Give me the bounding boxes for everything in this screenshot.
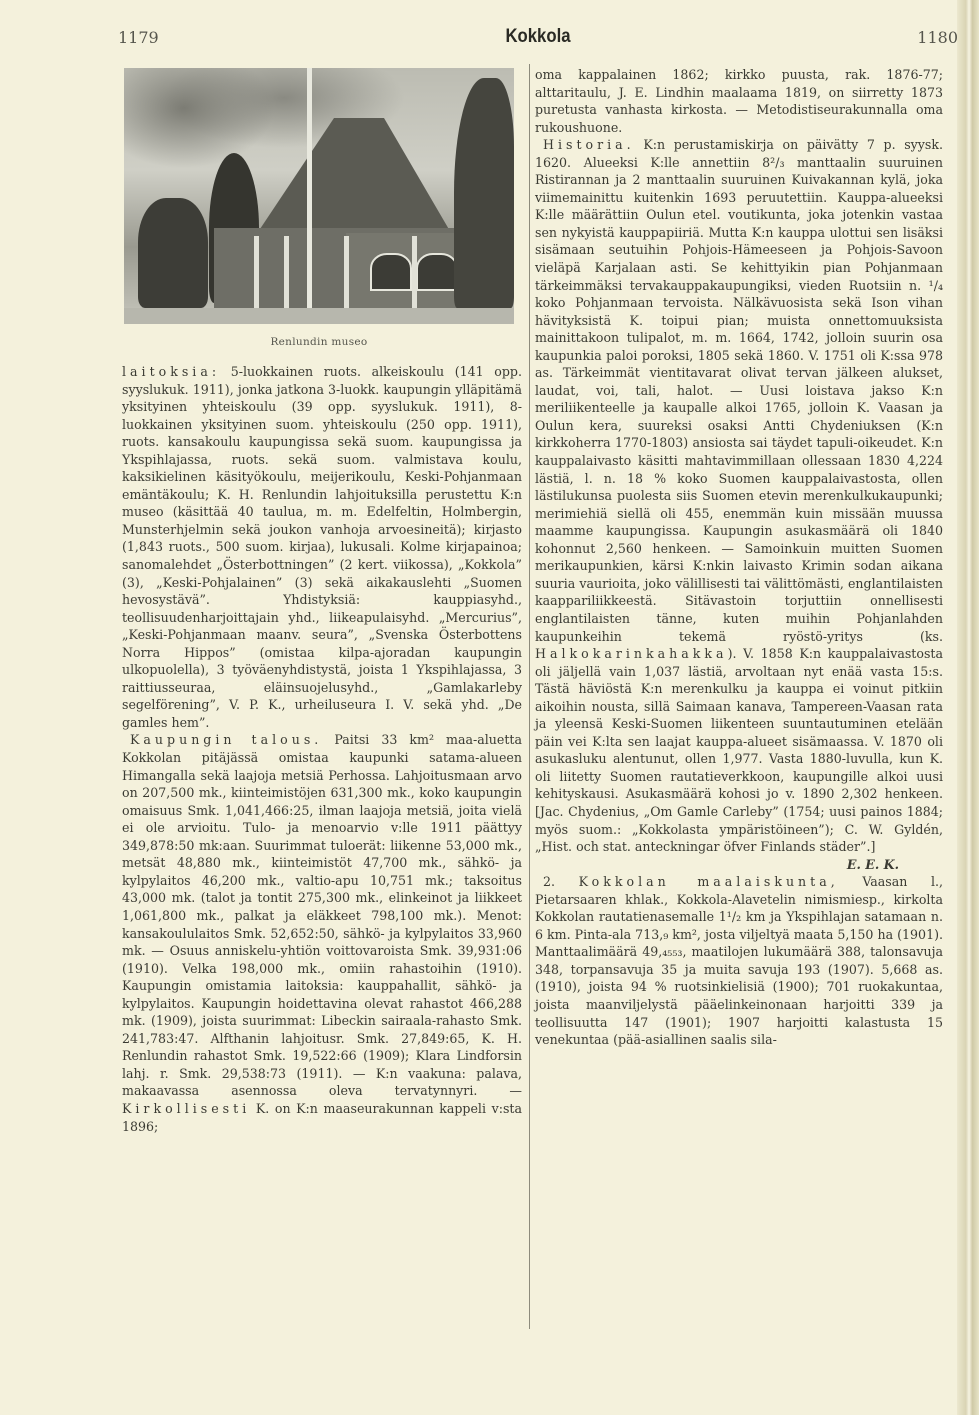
entry-number: 2.	[543, 874, 556, 890]
entry-heading: Kokkolan maalaiskunta,	[578, 874, 839, 890]
arched-window	[370, 253, 412, 291]
museum-photo	[124, 68, 514, 324]
author-signature: E. E. K.	[846, 856, 899, 872]
cross-reference: Halkokarinkahakka	[535, 646, 728, 662]
page-number-left: 1179	[118, 28, 159, 47]
paragraph-body: K:n perustamiskirja on päivätty 7 p. syysk. 1620. Alueeksi K:lle annettiin 8²/₃ manttaalin suuruinen Ristirannan ja 2 manttaalin suuruinen Kuivakannan kylä, joka viimemainittu kuitenkin 1693 peruutettiin. Kauppa-alueeksi K:lle määrättiin Oulun etel. voutikunta, joka jotenkin vastaa sen nykyistä kauppapiiriä. Mutta K:n kauppa ulottui sen lisäksi sisämaan seutuihin Pohjois-Hämeeseen ja Pohjois-Savoon vieläpä Karjalaan asti. Se kehittyikin pian Pohjanmaan tärkeimmäksi tervakauppakaupungiksi, vieden Ruotsiin n. ¹/₄ koko Pohjanmaan tervoista. Nälkävuosista sekä Ison vihan hävityksistä K. toipui pian; muista onnettomuuksista mainittakoon tulipalot, m. m. 1664, 1742, jolloin suurin osa kaupunkia paloi poroksi, 1805 sekä 1860. V. 1751 oli K:ssa 978 as. Tärkeimmät vientitavarat olivat tervan jälkeen alukset, laudat, voi, tali, halot. — Uusi loistava jakso K:n meriliikenteelle ja kaupalle alkoi 1765, jolloin K. Vaasan ja Oulun kera, suureksi osaksi Antti Chydeniuksen (K:n kirkkoherra 1770-1803) ansiosta sai täydet tapuli-oikeudet. K:n kauppalaivasto käsitti mahtavimmillaan ollessaan 1830 4,224 lästiä, l. n. 18 % koko Suomen kauppalaivastosta, ollen lästilukunsa puolesta siis Suomen etevin merenkulkukaupunki; merimiehiä siellä oli 455, enemmän kuin missään muussa maamme kaupungissa. Kaupungin asukasmäärä oli 1840 kohonnut 2,560 henkeen. — Samoinkuin muitten Suomen merikaupunkien, kärsi K:nkin laivasto Krimin sodan aikana suuria vaurioita, joko välillisesti tai välittömästi, englantilaisten kaappariliikkeestä. Sitävastoin torjuttiin onnellisesti englantilaisten tänne, kuten muihin Pohjanlahden kaupunkeihin tekemä ryöstö-yritys (ks.	[535, 137, 943, 644]
porch-column	[284, 236, 289, 314]
section-lead-church: Kirkollisesti	[122, 1100, 251, 1116]
porch-column	[412, 236, 417, 314]
porch-column	[344, 236, 349, 314]
tree-shape	[138, 198, 208, 308]
paragraph-economy	[122, 731, 522, 1135]
paragraph-body: Paitsi 33 km² maa-aluetta Kokkolan pitäjässä omistaa kaupunki satama-alueen Himangalla sekä laajoja metsiä Perhossa. Lahjoitusmaan arvo on 207,500 mk., kiinteimistöjen 631,300 mk., koko kaupungin omaisuus Smk. 1,041,466:25, ilman laajoja metsiä, joita vielä ei ole arvioitu. Tulo- ja menoarvio v:lle 1911 päättyy 349,878:50 mk:aan. Suurimmat tuloerät: liikenne 53,000 mk., metsät 48,880 mk., kiinteimistöt 47,700 mk., sähkö- ja kylpylaitos 46,200 mk., valtio-apu 10,751 mk.; taksoitus 43,000 mk. (talot ja tontit 275,300 mk., elinkeinot ja liikkeet 1,061,800 mk., palkat ja eläkkeet 798,100 mk.). Menot: kansakoululaitos Smk. 52,652:50, sähkö- ja kylpylaitos 33,960 mk. — Osuus anniskelu-yhtiön voittovaroista Smk. 39,931:06 (1910). Velka 198,000 mk., omiin rahastoihin (1910). Kaupungin omistamia laitoksia: kauppahallit, sähkö- ja kylpylaitos. Kaupungin hoidettavina olevat rahastot 466,288 mk. (1909), joista suurimmat: Libeckin sairaala-rahasto Smk. 241,783:47. Alfthanin lahjoitusr. Smk. 27,849:65, K. H. Renlundin rahastot Smk. 19,522:66 (1909); Klara Lindforsin lahj. r. Smk. 29,538:73 (1911). — K:n vaakuna: palava, makaavassa asennossa oleva tervatynnyri. —	[122, 732, 522, 1099]
arched-window	[416, 253, 458, 291]
right-text-column	[535, 66, 943, 1049]
left-text-column	[122, 363, 522, 1135]
section-lead: laitoksia:	[122, 364, 221, 379]
paragraph-body: 5-luokkainen ruots. alkeiskoulu (141 opp. syyslukuk. 1911), jonka jatkona 3-luokk. kaupungin ylläpitämä yksityinen yhteiskoulu (39 opp. syyslukuk. 1911), 8-luokkainen yksityinen suom. yhteiskoulu (250 opp. 1911), ruots. kansakoulu kaupungissa sekä suom. kaupungissa ja Ykspihlajassa, ruots. sekä suom. valmistava koulu, kaksikielinen käsityökoulu, meijerikoulu, Keski-Pohjanmaan emäntäkoulu; K. H. Renlundin lahjoituksilla perustettu K:n museo (käsittää 40 taulua, m. m. Edelfeltin, Holmbergin, Munsterhjelmin sekä joukon vanhoja arvoesineitä); kirjasto (1,843 ruots., 500 suom. kirjaa), lukusali. Kolme kirjapainoa; sanomalehdet „Österbottningen” (2 kert. viikossa), „Kokkola” (3), „Keski-Pohjalainen” (3) sekä aikakauslehti „Suomen hevosystävä”. Yhdistyksiä: kauppiasyhd., teollisuudenharjoittajain yhd., liikeapulaisyhd. „Mercurius”, „Keski-Pohjanmaan maanv. seura”, „Svenska Österbottens Norra Hippos” (omistaa kilpa-ajoradan kaupungin ulkopuolella), 3 työväenyhdistystä, joista 1 Ykspihlajassa, 3 raittiusseuraa, eläinsuojelusyhd., „Gamlakarleby segelförening”, V. P. K., urheiluseura I. V. sekä yhd. „De gamles hem”.	[122, 364, 522, 730]
porch-column	[254, 236, 259, 314]
paragraph-body: K. on K:n maaseurakunnan kappeli v:sta 1896;	[122, 1100, 522, 1134]
tree-shape	[454, 78, 514, 308]
paragraph-body: Vaasan l., Pietarsaaren khlak., Kokkola-Alavetelin nimismiesp., kirkolta Kokkolan rautatienasemalle 1¹/₂ km ja Ykspihlajan satamaan n. 6 km. Pinta-ala 713,₉ km², josta viljeltyä maata 5,150 ha (1901). Manttaalimäärä 49,₄₅₅₃, maatilojen lukumäärä 388, talonsavuja 348, torpansavuja 35 ja muita savuja 193 (1907). 5,668 as. (1910), joista 94 % ruotsinkielisiä (1900); 701 ruokakuntaa, joista maanviljelystä pääelinkeinonaan harjoitti 339 ja teollisuutta 147 (1901); 1907 harjoitti kalastusta 15 venekuntaa (pää-asiallinen saalis sila-	[535, 874, 943, 1048]
figure-caption: Renlundin museo	[270, 336, 368, 348]
section-heading-economy: Kaupungin talous.	[130, 732, 323, 748]
paragraph-rural-municipality	[535, 873, 943, 1048]
column-divider	[529, 64, 530, 1329]
running-header	[118, 28, 958, 52]
utility-pole	[307, 68, 312, 314]
section-heading-history: Historia.	[543, 137, 635, 153]
paragraph-institutions	[122, 363, 522, 731]
roof-shape	[254, 118, 454, 238]
paragraph-history	[535, 136, 943, 872]
book-page-edge	[957, 0, 979, 1415]
street-ground	[124, 308, 514, 324]
paragraph-body: ). V. 1858 K:n kauppalaivastosta oli jäljellä vain 1,037 lästiä, arvoltaan nyt enää vasta 15:s. Tästä häviöstä K:n merenkulku ja kauppa ei voinut pitkiin aikoihin nousta, sillä Saimaan kanava, Tampereen-Vaasan rata ja yleensä Keski-Suomen liikenteen suuntautuminen etelään päin vei K:lta sen laajat kauppa-alueet sisämaassa. V. 1870 oli asukasluku alentunut, ollen 1,977. Vasta 1880-luvulla, kun K. oli liitetty Suomen rautatieverkkoon, kaupungille alkoi uusi kehityskausi. Asukasmäärä kohosi jo v. 1890 2,302 henkeen. [Jac. Chydenius, „Om Gamle Carleby” (1754; uusi painos 1884; myös suom.: „Kokkolasta ympäristöineen”); C. W. Gyldén, „Hist. och stat. anteckningar öfver Finlands städer”.]	[535, 646, 943, 855]
page-title: Kokkola	[505, 26, 571, 47]
paragraph-church: oma kappalainen 1862; kirkko puusta, rak. 1876-77; alttaritaulu, J. E. Lindhin maalaama 1819, on siirretty 1873 puretusta vanhasta kirkosta. — Metodistiseurakunnalla oma rukoushuone.	[535, 67, 943, 135]
page-number-right: 1180	[917, 28, 958, 47]
